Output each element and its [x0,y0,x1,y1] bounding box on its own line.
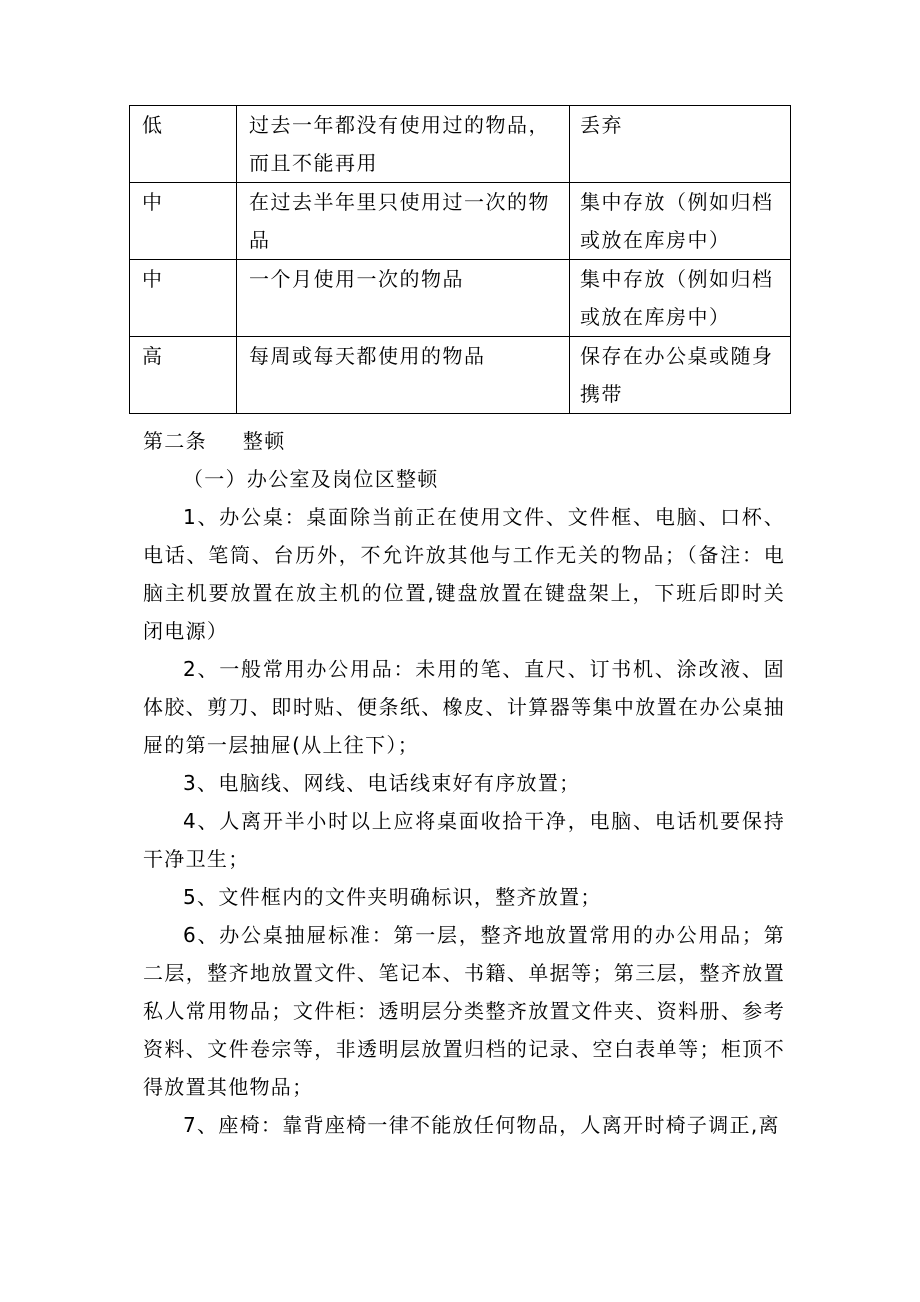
usage-frequency-table [129,105,791,414]
description-cell: 过去一年都没有使用过的物品，而且不能再用 [237,106,570,183]
level-cell: 中 [130,260,237,337]
paragraph-item-2: 2、一般常用办公用品：未用的笔、直尺、订书机、涂改液、固体胶、剪刀、即时贴、便条纸、橡皮、计算器等集中放置在办公桌抽屉的第一层抽屉(从上往下）； [143,657,785,757]
level-cell: 中 [130,183,237,260]
paragraph-item-4: 4、人离开半小时以上应将桌面收拾干净，电脑、电话机要保持干净卫生； [143,809,785,871]
paragraph-item-3: 3、电脑线、网线、电话线束好有序放置； [183,771,581,795]
action-cell: 集中存放（例如归档或放在库房中） [570,260,791,337]
level-cell: 低 [130,106,237,183]
paragraph-item-6: 6、办公桌抽屉标准：第一层，整齐地放置常用的办公用品；第二层，整齐地放置文件、笔记本、书籍、单据等；第三层，整齐放置私人常用物品；文件柜：透明层分类整齐放置文件夹、资料册、参考资料、文件卷宗等，非透明层放置归档的记录、空白表单等；柜顶不得放置其他物品； [143,923,785,1099]
table-row [130,106,791,183]
description-cell: 在过去半年里只使用过一次的物品 [237,183,570,260]
action-cell: 保存在办公桌或随身携带 [570,337,791,414]
paragraph-item-5: 5、文件框内的文件夹明确标识，整齐放置； [183,885,602,909]
level-cell: 高 [130,337,237,414]
section-heading: （一）办公室及岗位区整顿 [183,467,439,491]
article-title: 整顿 [242,429,286,453]
document-body [143,422,785,1144]
table-row [130,183,791,260]
table-row [130,260,791,337]
action-cell: 集中存放（例如归档或放在库房中） [570,183,791,260]
paragraph-item-7: 7、座椅：靠背座椅一律不能放任何物品，人离开时椅子调正,离 [183,1113,780,1137]
description-cell: 每周或每天都使用的物品 [237,337,570,414]
paragraph-item-1: 1、办公桌：桌面除当前正在使用文件、文件框、电脑、口杯、电话、笔筒、台历外，不允许放其他与工作无关的物品；（备注：电脑主机要放置在放主机的位置,键盘放置在键盘架上，下班后即时关闭电源） [143,505,785,643]
action-cell: 丢弃 [570,106,791,183]
article-heading [143,422,785,460]
description-cell: 一个月使用一次的物品 [237,260,570,337]
table-row [130,337,791,414]
article-number: 第二条 [143,429,207,453]
